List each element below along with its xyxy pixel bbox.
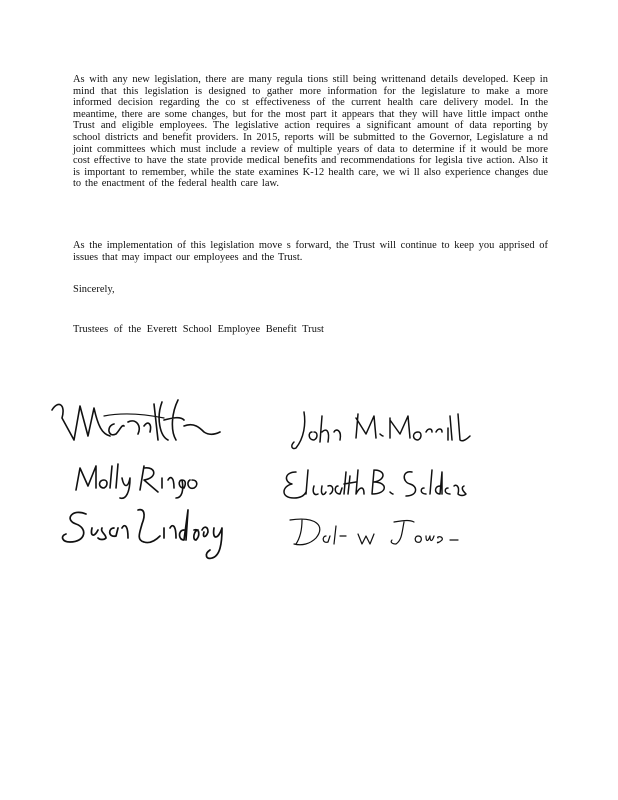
signature-6 bbox=[276, 512, 460, 552]
closing-salutation: Sincerely, bbox=[73, 284, 115, 295]
signature-2 bbox=[286, 404, 476, 456]
signature-5 bbox=[56, 500, 240, 564]
signature-1 bbox=[44, 396, 224, 452]
signature-4-name bbox=[0, 0, 1, 1]
signature-4 bbox=[276, 462, 476, 508]
body-paragraph-1: As with any new legislation, there are many regula tions still being writtenand details developed. Keep in mind that this legislation is designed to gather more information for the legislature to make a more informed decision regarding the co st effectiveness of the current health care delivery model. In the meantime, there are some changes, but for the most part it appears that they will have little impact onthe Trust and eligible employees. The legislative action requires a significant amount of data reporting by school districts and benefit providers. In 2015, reports will be submitted to the Governor, Legislature a nd joint committees which must include a review of multiple years of data to determine if it would be more cost effective to have the state provide medical benefits and recommendations for legisla tive action. Also it is important to remember, while the state examines K-12 health care, we wi ll also experience changes due to the enactment of the federal health care law. bbox=[73, 74, 548, 190]
signature-2-name bbox=[0, 0, 1, 1]
signature-3 bbox=[66, 458, 216, 502]
signature-5-name bbox=[0, 0, 1, 1]
signature-6-name bbox=[0, 0, 1, 1]
signature-1-name bbox=[0, 0, 1, 1]
signatory-group: Trustees of the Everett School Employee Benefit Trust bbox=[73, 324, 324, 335]
body-paragraph-2: As the implementation of this legislation move s forward, the Trust will continue to keep you apprised of issues that may impact our employees and the Trust. bbox=[73, 240, 548, 263]
signature-3-name bbox=[0, 0, 1, 1]
